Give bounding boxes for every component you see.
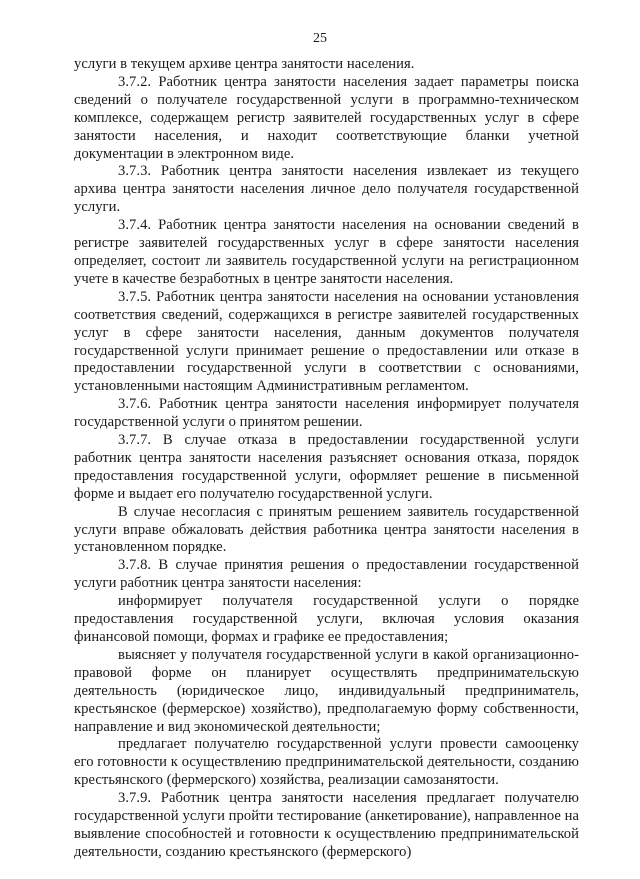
paragraph-3-7-9: 3.7.9. Работник центра занятости населения предлагает получателю государственной услуги пройти тестирование (анкетирование), направленное на выявление способностей и готовности к осуществлению предпринимательской деятельности, созданию крестьянского (фермерского) (74, 790, 579, 860)
paragraph-3-7-6: 3.7.6. Работник центра занятости населения информирует получателя государственной услуги о принятом решении. (74, 396, 579, 431)
paragraph-informs: информирует получателя государственной услуги о порядке предоставления государственной услуги, включая условия оказания финансовой помощи, формах и графике ее предоставления; (74, 593, 579, 645)
paragraph-appeal: В случае несогласия с принятым решением заявитель государственной услуги вправе обжаловать действия работника центра занятости населения в установленном порядке. (74, 503, 579, 556)
paragraph-3-7-5: 3.7.5. Работник центра занятости населения на основании установления соответствия сведений, содержащихся в регистре заявителей государственных услуг в сфере занятости населения, данным документов получателя государственной услуги принимает решение о предоставлении или отказе в предоставлении государственной услуги в соответствии с основаниями, установленными настоящим Административным регламентом. (74, 288, 579, 395)
paragraph-3-7-2: 3.7.2. Работник центра занятости населения задает параметры поиска сведений о получателе государственной услуги в программно-техническом комплексе, содержащем регистр заявителей государственных услуг в сфере занятости населения, и находит соответствующие бланки учетной документации в электронном виде. (74, 73, 579, 162)
paragraph-3-7-7: 3.7.7. В случае отказа в предоставлении государственной услуги работник центра занятости населения разъясняет основания отказа, порядок предоставления государственной услуги, оформляет решение в письменной форме и выдает его получателю государственной услуги. (74, 432, 579, 502)
paragraph-clarifies: выясняет у получателя государственной услуги в какой организационно-правовой форме он планирует осуществлять предпринимательскую деятельность (юридическое лицо, индивидуальный предприниматель, крестьянское (фермерское) хозяйство), предполагаемую форму собственности, направление и вид экономической деятельности; (74, 646, 579, 735)
paragraph-3-7-4: 3.7.4. Работник центра занятости населения на основании сведений в регистре заявителей государственных услуг в сфере занятости населения определяет, состоит ли заявитель государственной услуги на регистрационном учете в качестве безработных в центре занятости населения. (74, 217, 579, 287)
page-number: 25 (313, 31, 327, 46)
paragraph-3-7-3: 3.7.3. Работник центра занятости населения извлекает из текущего архива центра занятости населения личное дело получателя государственной услуги. (74, 163, 579, 216)
paragraph-3-7-8: 3.7.8. В случае принятия решения о предоставлении государственной услуги работник центра занятости населения: (74, 557, 579, 592)
paragraph-self-assessment: предлагает получателю государственной услуги провести самооценку его готовности к осуществлению предпринимательской деятельности, созданию крестьянского (фермерского) хозяйства, реализации самозанятости. (74, 736, 579, 789)
paragraph-continuation: услуги в текущем архиве центра занятости населения. (74, 56, 415, 72)
document-body (74, 56, 579, 862)
